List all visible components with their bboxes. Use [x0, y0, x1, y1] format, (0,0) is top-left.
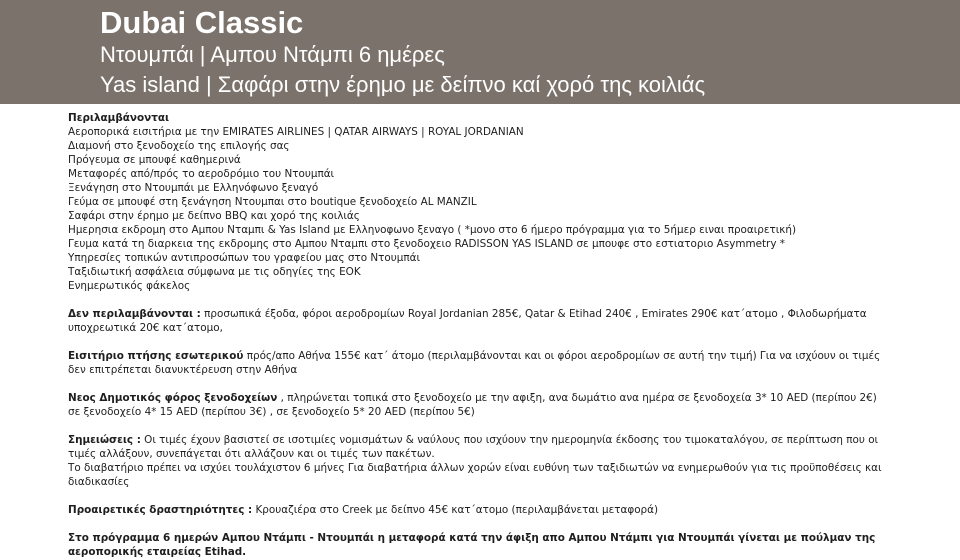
notes-label: Σημειώσεις : — [68, 434, 141, 446]
not-included-section — [68, 307, 888, 335]
optional-activities-paragraph — [68, 503, 888, 517]
domestic-ticket-text: πρός/απο Αθήνα 155€ κατ΄ άτομο (περιλαμβάνονται και οι φόροι αεροδρομίων σε αυτή την τιμή) Για να ισχύουν οι τιμές δεν επιτρέπεται διανυκτέρευση στην Αθήνα — [68, 350, 881, 376]
included-item: Διαμονή στο ξενοδοχείο της επιλογής σας — [68, 140, 290, 152]
included-item: Μεταφορές από/πρός το αεροδρόμιο του Ντουμπάι — [68, 168, 335, 180]
domestic-ticket-paragraph — [68, 349, 888, 377]
header-banner — [0, 0, 960, 104]
optional-activities-label: Προαιρετικές δραστηριότητες : — [68, 504, 253, 516]
document-body — [68, 111, 888, 559]
subtitle-highlights: Yas island | Σαφάρι στην έρημο με δείπνο καί χορό της κοιλιάς — [100, 72, 706, 97]
passport-note: Το διαβατήριο πρέπει να ισχύει τουλάχιστον 6 μήνες Για διαβατήρια άλλων χορών είναι ευθύνη των ταξιδιωτών να ενημερωθούν για τις προϋποθέσεις και διαδικασίες — [68, 462, 882, 488]
included-item: Υπηρεσίες τοπικών αντιπροσώπων του γραφείου μας στο Ντουμπάι — [68, 252, 420, 264]
domestic-ticket-label: Εισιτήριο πτήσης εσωτερικού — [68, 350, 244, 362]
final-note-text: Στο πρόγραμμα 6 ημερών Αμπου Ντάμπι - Ντουμπάι η μεταφορά κατά την άφιξη απο Αμπου Ντάμπι για Ντουμπάι γίνεται με πούλμαν της αεροπορικής εταιρείας Etihad. — [68, 532, 876, 558]
municipal-tax-paragraph — [68, 391, 888, 419]
included-item: Αεροπορικά εισιτήρια με την EMIRATES AIRLINES | QATAR AIRWAYS | ROYAL JORDANIAN — [68, 126, 524, 138]
page-title: Dubai Classic — [100, 5, 304, 40]
not-included-label: Δεν περιλαμβάνονται : — [68, 308, 201, 320]
included-item: Ενημερωτικός φάκελος — [68, 280, 191, 292]
not-included-text: προσωπικά έξοδα, φόροι αεροδρομίων Royal Jordanian 285€, Qatar & Etihad 240€ , Emirates 290€ κατ΄ατομο , Φιλοδωρήματα υποχρεωτικά 20€ κατ΄ατομο, — [68, 308, 867, 334]
included-item: Ταξιδιωτική ασφάλεια σύμφωνα με τις οδηγίες της ΕΟΚ — [68, 266, 361, 278]
included-item: Ξενάγηση στο Ντουμπάι με Ελληνόφωνο ξεναγό — [68, 182, 319, 194]
not-included-paragraph — [68, 307, 888, 335]
notes-paragraph — [68, 433, 888, 461]
optional-activities-section — [68, 503, 888, 517]
municipal-tax-text: , πληρώνεται τοπικά στο ξενοδοχείο με την αφιξη, ανα δωμάτιο ανα ημέρα σε ξενοδοχεία 3* 10 AED (περίπου 2€) σε ξενοδοχείο 4* 15 AED (περίπου 3€) , σε ξενοδοχείο 5* 20 AED (περίπου 5€) — [68, 392, 877, 418]
notes-section — [68, 433, 888, 489]
municipal-tax-section — [68, 391, 888, 419]
municipal-tax-label: Νεος Δημοτικός φόρος ξενοδοχείων — [68, 392, 278, 404]
included-item: Ημερησια εκδρομη στο Αμπου Νταμπι & Yas Island με Ελληνοφωνο ξεναγο ( *μονο στο 6 ήμερο πρόγραμμα για το 5ήμερ ειναι προαιρετική) — [68, 224, 797, 236]
domestic-ticket-section — [68, 349, 888, 377]
included-item: Γεύμα σε μπουφέ στη ξενάγηση Ντουμπαι στο boutique ξενοδοχείο AL MANZIL — [68, 196, 477, 208]
subtitle-destinations: Ντουμπάι | Αμπου Ντάμπι 6 ημέρες — [100, 42, 445, 67]
notes-text: Οι τιμές έχουν βασιστεί σε ισοτιμίες νομισμάτων & ναύλους που ισχύουν την ημερομηνία έκδοσης του τιμοκαταλόγου, σε περίπτωση που οι τιμές αλλάξουν, συνεπάγεται ότι αλλάζουν και οι τιμές των πακέτων. — [68, 434, 879, 460]
included-item: Σαφάρι στην έρημο με δείπνο BBQ και χορό της κοιλιάς — [68, 210, 360, 222]
included-heading: Περιλαμβάνονται — [68, 112, 170, 124]
included-item: Πρόγευμα σε μπουφέ καθημερινά — [68, 154, 241, 166]
optional-activities-text: Κρουαζιέρα στο Creek με δείπνο 45€ κατ΄ατομο (περιλαμβάνεται μεταφορά) — [252, 504, 659, 516]
final-note-section — [68, 531, 888, 559]
included-item: Γευμα κατά τη διαρκεια της εκδρομης στο Αμπου Νταμπι στο ξενοδοχειο RADISSON YAS ISLAND σε μπουφε στο εστιατοριο Asymmetry * — [68, 238, 785, 250]
